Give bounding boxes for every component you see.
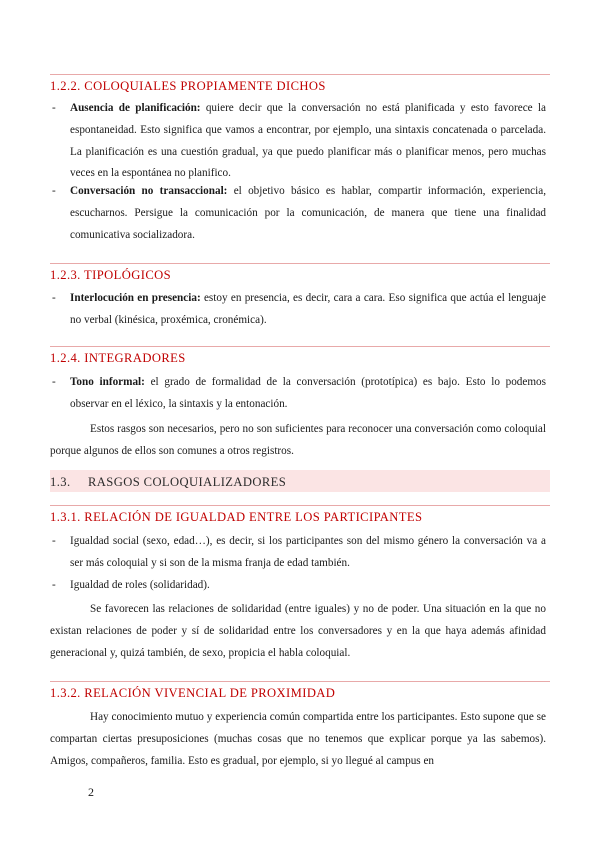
heading-1-3-1: 1.3.1. RELACIÓN DE IGUALDAD ENTRE LOS PARTICIPANTES — [50, 505, 550, 525]
bullet-dash: - — [52, 376, 56, 388]
bullet-dash: - — [52, 102, 56, 114]
bullet-dash: - — [52, 535, 56, 547]
heading-1-3-2: 1.3.2. RELACIÓN VIVENCIAL DE PROXIMIDAD — [50, 681, 550, 701]
bullet-igualdad-social — [52, 531, 546, 575]
bullet-text: Igualdad de roles (solidaridad). — [70, 579, 210, 591]
bullet-text: quiere decir que la conversación no está planificada y esto favorece la espontaneidad. Esto significa que vamos a encontrar, por ejemplo, una sintaxis concatenada o parcelada. La planificación es una cuestión gradual, ya que puedo planificar más o planificar menos, pero muchas veces en la espontánea no planifico. — [70, 102, 546, 180]
heading-1-2-2: 1.2.2. COLOQUIALES PROPIAMENTE DICHOS — [50, 74, 550, 94]
heading-1-2-3: 1.2.3. TIPOLÓGICOS — [50, 263, 550, 283]
page-number: 2 — [88, 785, 94, 799]
paragraph-solidaridad: Se favorecen las relaciones de solidaridad (entre iguales) y no de poder. Una situación en la que no existan relaciones de poder y sí de solidaridad entre los conversadores y en la que haya además afinidad generacional y, quizá también, de sexo, propicia el habla coloquial. — [50, 603, 546, 659]
bullet-text: el grado de formalidad de la conversación (prototípica) es bajo. Esto lo podemos observar en el léxico, la sintaxis y la entonación. — [70, 376, 546, 410]
bullet-dash: - — [52, 292, 56, 304]
bullet-text: Igualdad social (sexo, edad…), es decir, si los participantes son del mismo género la conversación va a ser más coloquial y si son de la misma franja de edad también. — [70, 535, 546, 569]
heading-1-2-4: 1.2.4. INTEGRADORES — [50, 346, 550, 366]
bullet-text: estoy en presencia, es decir, cara a cara. Eso significa que actúa el lenguaje no verbal (kinésica, proxémica, cronémica). — [70, 292, 546, 326]
paragraph-rasgos-necesarios: Estos rasgos son necesarios, pero no son suficientes para reconocer una conversación como coloquial porque algunos de ellos son comunes a otros registros. — [50, 423, 546, 457]
bullet-dash: - — [52, 579, 56, 591]
bullet-term: Tono informal: — [70, 376, 145, 388]
bullet-dash: - — [52, 185, 56, 197]
heading-1-3 — [50, 470, 550, 492]
bullet-text: el objetivo básico es hablar, compartir información, experiencia, escucharnos. Persigue la comunicación por la comunicación, de manera que tiene una finalidad comunicativa socializadora. — [70, 185, 547, 241]
bullet-term: Conversación no transaccional: — [70, 185, 228, 197]
heading-number: 1.3. — [50, 475, 71, 489]
heading-text: RASGOS COLOQUIALIZADORES — [88, 475, 287, 489]
paragraph-conocimiento-mutuo: Hay conocimiento mutuo y experiencia común compartida entre los participantes. Esto supone que se compartan ciertas presuposiciones (muchas cosas que no tenemos que explicar porque ya las sabemos). Amigos, compañeros, familia. Esto es gradual, por ejemplo, si yo llegué al campus en — [50, 711, 546, 767]
bullet-term: Ausencia de planificación: — [70, 102, 201, 114]
bullet-igualdad-roles — [52, 575, 546, 597]
bullet-tono-informal — [52, 372, 546, 416]
bullet-term: Interlocución en presencia: — [70, 292, 201, 304]
bullet-conversacion-no-transaccional — [52, 181, 547, 246]
bullet-interlocucion-presencia — [52, 288, 546, 332]
bullet-ausencia-planificacion — [52, 98, 546, 185]
